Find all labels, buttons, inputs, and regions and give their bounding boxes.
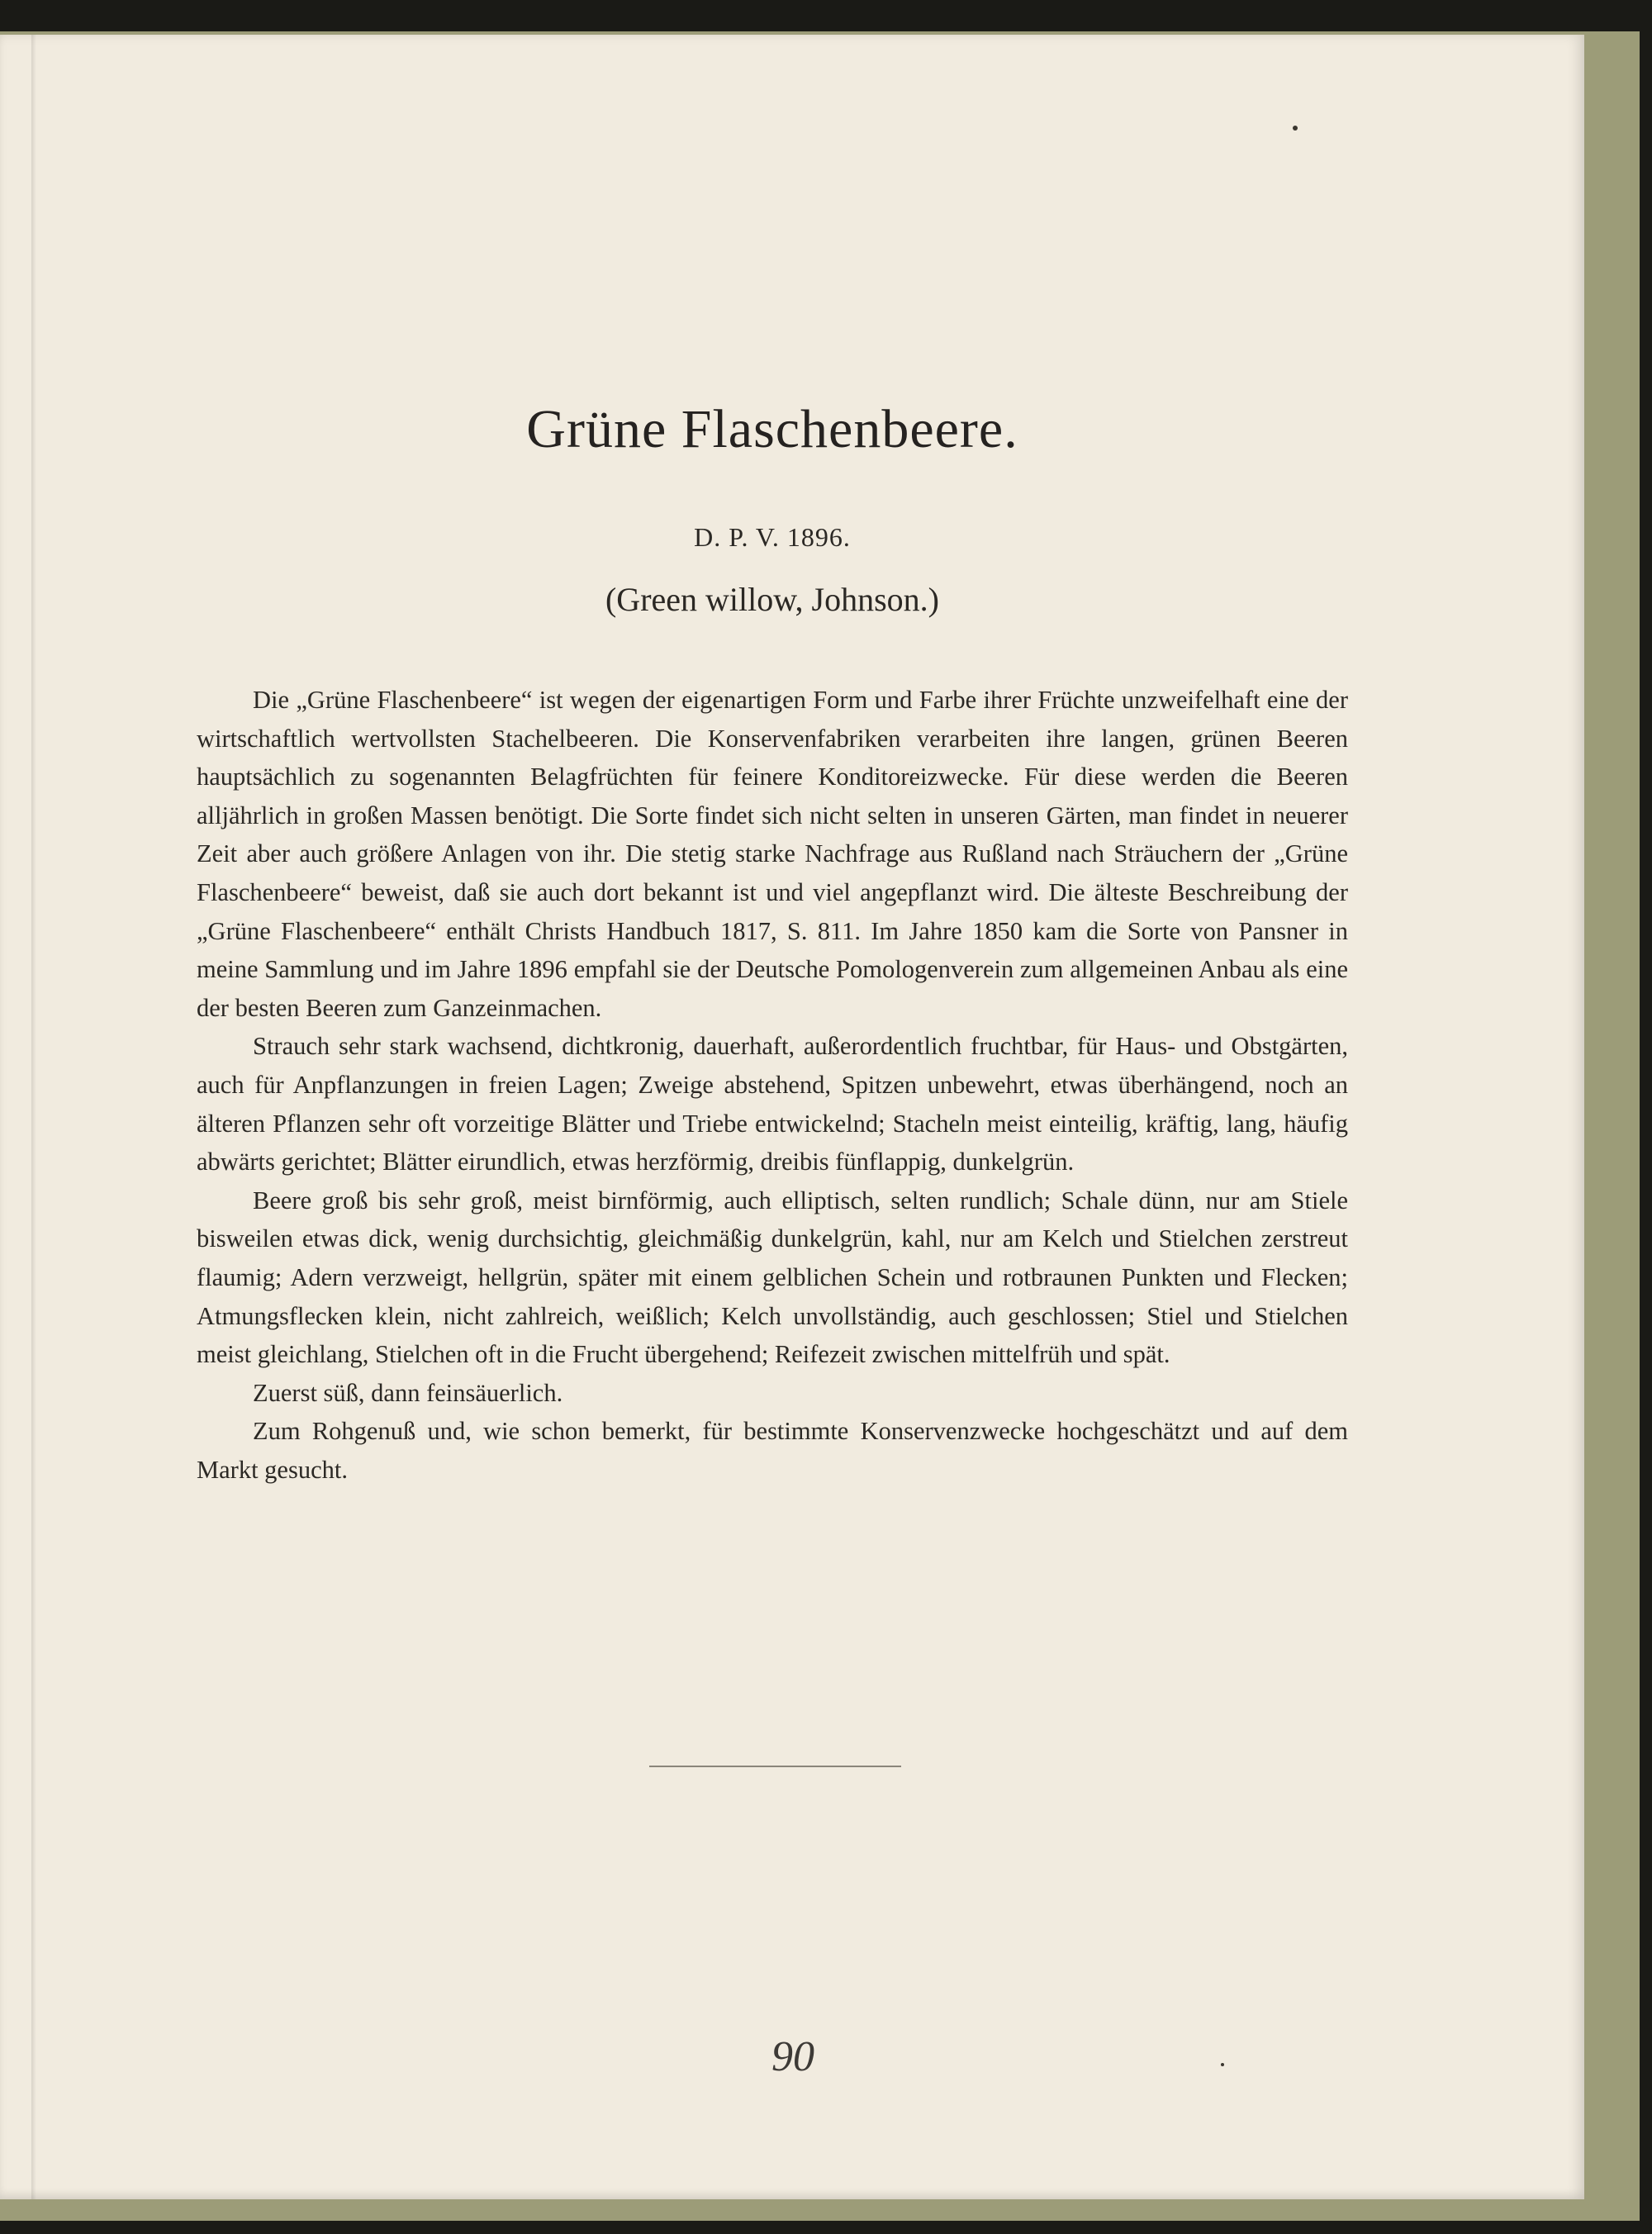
- paragraph: Die „Grüne Flaschenbeere“ ist wegen der eigenartigen Form und Farbe ihrer Früchte unzweifelhaft eine der wirtschaftlich wertvollsten Stachelbeeren. Die Konservenfabriken verarbeiten ihre langen, grünen Beeren hauptsächlich zu sogenannten Belagfrüchten für feinere Konditoreizwecke. Für diese werden die Beeren alljährlich in großen Massen benötigt. Die Sorte findet sich nicht selten in unseren Gärten, man findet in neuerer Zeit aber auch größere Anlagen von ihr. Die stetig starke Nachfrage aus Rußland nach Sträuchern der „Grüne Flaschenbeere“ beweist, daß sie auch dort bekannt ist und viel angepflanzt wird. Die älteste Beschreibung der „Grüne Flaschenbeere“ enthält Christs Handbuch 1817, S. 811. Im Jahre 1850 kam die Sorte von Pansner in meine Sammlung und im Jahre 1896 empfahl sie der Deutsche Pomologenverein zum allgemeinen Anbau als eine der besten Beeren zum Ganzeinmachen.: [197, 686, 1348, 1022]
- paragraph: Strauch sehr stark wachsend, dichtkronig, dauerhaft, außerordentlich fruchtbar, für Haus- und Obstgärten, auch für Anpflanzungen in freien Lagen; Zweige abstehend, Spitzen unbewehrt, etwas überhängend, noch an älteren Pflanzen sehr oft vorzeitige Blätter und Triebe entwickelnd; Stacheln meist einteilig, kräftig, lang, häufig abwärts gerichtet; Blätter eirundlich, etwas herzförmig, dreibis fünflappig, dunkelgrün.: [197, 1032, 1348, 1176]
- page-fold-shadow: [31, 35, 36, 2199]
- page-title: Grüne Flaschenbeere.: [526, 399, 1018, 459]
- paragraph: Zum Rohgenuß und, wie schon bemerkt, für bestimmte Konservenzwecke hochgeschätzt und auf dem Markt gesucht.: [197, 1417, 1348, 1484]
- alternate-name: (Green willow, Johnson.): [605, 581, 939, 618]
- body-text: [197, 681, 1348, 1489]
- paragraph: Beere groß bis sehr groß, meist birnförmig, auch elliptisch, selten rundlich; Schale dünn, nur am Stiele bisweilen etwas dick, wenig durchsichtig, gleichmäßig dunkelgrün, kahl, nur am Kelch und Stielchen zerstreut flaumig; Adern verzweigt, hellgrün, später mit einem gelblichen Schein und rotbraunen Punkten und Flecken; Atmungsflecken klein, nicht zahlreich, weißlich; Kelch unvollständig, auch geschlossen; Stiel und Stielchen meist gleichlang, Stielchen oft in die Frucht übergehend; Reifezeit zwischen mittelfrüh und spät.: [197, 1186, 1348, 1369]
- page-number: 90: [771, 2033, 814, 2080]
- paper-speck: [1293, 126, 1298, 131]
- paragraph: Zuerst süß, dann feinsäuerlich.: [253, 1378, 563, 1407]
- section-divider: [649, 1766, 901, 1767]
- paper-speck: [1221, 2063, 1224, 2066]
- page-subtitle: D. P. V. 1896.: [694, 522, 851, 552]
- book-page: [0, 35, 1584, 2199]
